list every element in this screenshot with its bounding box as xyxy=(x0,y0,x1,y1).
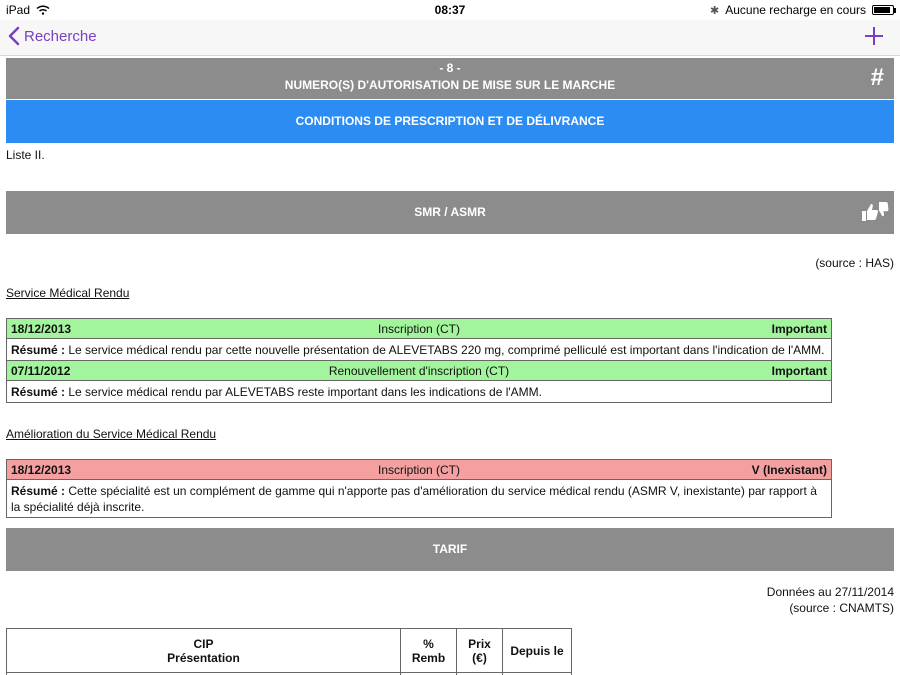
hash-icon: # xyxy=(870,64,884,91)
smr-asmr-title: SMR / ASMR xyxy=(414,205,486,219)
remb-header: % Remb xyxy=(401,629,457,673)
smr-type: Inscription (CT) xyxy=(177,319,662,339)
charging-status: Aucune recharge en cours xyxy=(725,3,866,17)
smr-level: Important xyxy=(662,361,832,381)
smr-heading: Service Médical Rendu xyxy=(6,286,130,300)
smr-date: 07/11/2012 xyxy=(7,361,177,381)
status-right xyxy=(710,3,894,17)
smr-type: Renouvellement d'inscription (CT) xyxy=(177,361,662,381)
prescription-title: CONDITIONS DE PRESCRIPTION ET DE DÉLIVRANCE xyxy=(295,114,605,128)
device-name: iPad xyxy=(6,3,31,17)
depuis-header: Depuis le xyxy=(503,629,572,673)
cip-header: CIP xyxy=(193,636,214,651)
asmr-heading: Amélioration du Service Médical Rendu xyxy=(6,427,217,441)
bluetooth-icon: ✱ xyxy=(710,4,720,17)
status-bar xyxy=(0,0,900,20)
asmr-date: 18/12/2013 xyxy=(7,460,177,480)
add-button[interactable] xyxy=(862,24,886,48)
smr-entry-header xyxy=(7,361,832,381)
summary-text: Cette spécialité est un complément de gamme qui n'apporte pas d'amélioration du service médical rendu (ASMR V, inexistante) par rapport à la spécialité déjà inscrite. xyxy=(11,483,817,514)
prix-header: Prix (€) xyxy=(457,629,503,673)
summary-text: Le service médical rendu par ALEVETABS reste important dans les indications de l'AMM. xyxy=(65,384,542,399)
prescription-section-header[interactable] xyxy=(6,100,894,143)
asmr-entry-header xyxy=(7,460,832,480)
smr-table xyxy=(6,318,832,403)
status-time: 08:37 xyxy=(434,3,466,17)
presentation-header: Présentation xyxy=(167,650,240,665)
amm-section-header[interactable] xyxy=(6,58,894,99)
summary-label: Résumé : xyxy=(11,342,66,357)
smr-entry-header xyxy=(7,319,832,339)
chevron-left-icon xyxy=(8,26,20,46)
smr-entry-summary xyxy=(7,339,832,361)
tarif-date: Données au 27/11/2014 xyxy=(766,585,894,599)
asmr-table xyxy=(6,459,832,518)
cip-presentation-header xyxy=(7,629,401,673)
smr-date: 18/12/2013 xyxy=(7,319,177,339)
back-button[interactable] xyxy=(8,26,97,46)
asmr-level: V (Inexistant) xyxy=(662,460,832,480)
smr-level: Important xyxy=(662,319,832,339)
smr-asmr-section-header[interactable] xyxy=(6,191,894,234)
summary-label: Résumé : xyxy=(11,483,66,498)
summary-text: Le service médical rendu par cette nouvelle présentation de ALEVETABS 220 mg, comprimé pelliculé est important dans l'indication de l'AMM. xyxy=(65,342,825,357)
nav-bar xyxy=(0,20,900,56)
back-label: Recherche xyxy=(24,27,97,45)
asmr-type: Inscription (CT) xyxy=(177,460,662,480)
tarif-title: TARIF xyxy=(432,542,468,556)
smr-entry-summary xyxy=(7,381,832,403)
tarif-header-row xyxy=(7,629,572,673)
prescription-text: Liste II. xyxy=(6,148,45,162)
tarif-table xyxy=(6,628,572,675)
battery-icon xyxy=(872,5,894,15)
tarif-section-header[interactable] xyxy=(6,528,894,571)
amm-title: NUMERO(S) D'AUTORISATION DE MISE SUR LE MARCHE xyxy=(284,78,616,92)
section-number: - 8 - xyxy=(439,61,461,75)
has-source: (source : HAS) xyxy=(815,256,894,270)
asmr-entry-summary xyxy=(7,480,832,518)
summary-label: Résumé : xyxy=(11,384,66,399)
tarif-source: (source : CNAMTS) xyxy=(789,601,894,615)
thumbs-up-down-icon xyxy=(860,201,890,223)
plus-icon xyxy=(865,27,883,45)
